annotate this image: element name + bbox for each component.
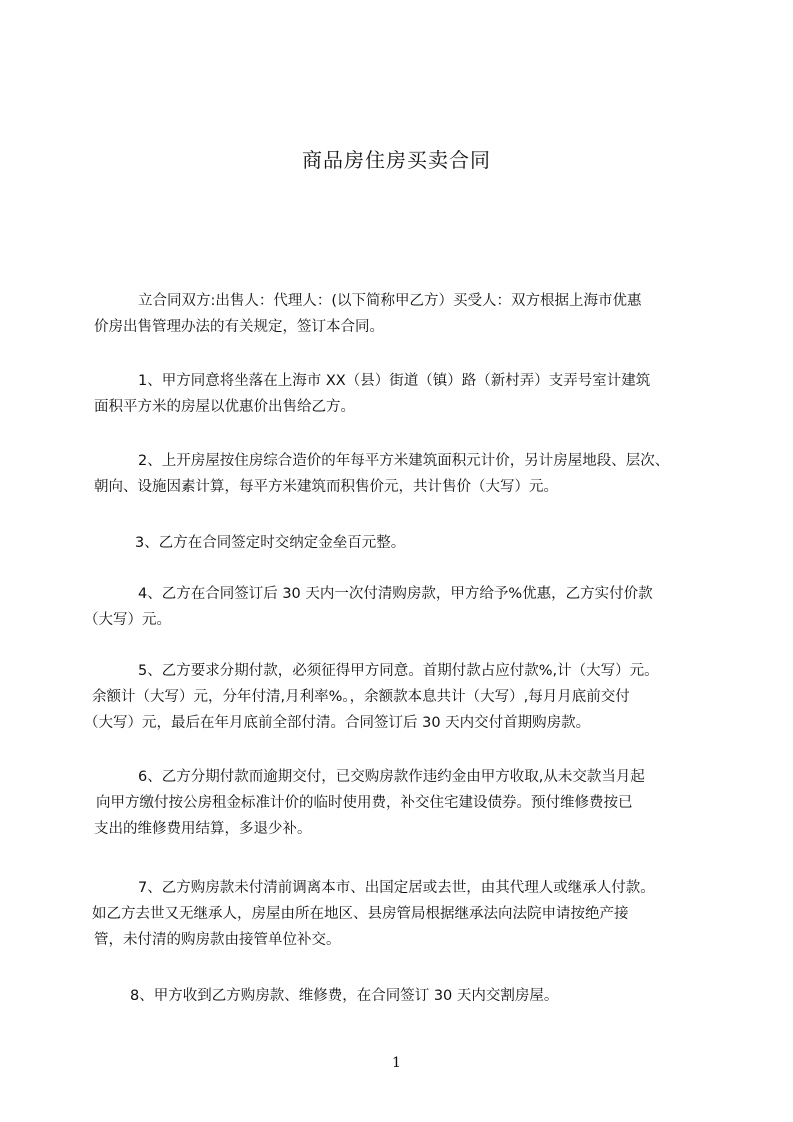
text-line: 如乙方去世又无继承人，房屋由所在地区、县房管局根据继承法向法院申请按绝产接: [92, 906, 629, 922]
paragraph-clause-7: [90, 875, 730, 953]
text-line: 朝向、设施因素计算，每平方米建筑而积售价元，共计售价（大写）元。: [94, 479, 558, 495]
paragraph-clause-6: [90, 764, 730, 842]
paragraph-clause-4: [84, 581, 730, 633]
text-line: 4、乙方在合同签订后 30 天内一次付清购房款，甲方给予%优惠，乙方实付价款: [138, 586, 653, 602]
text-line: 1、甲方同意将坐落在上海市 XX（县）街道（镇）路（新村弄）支弄号室计建筑: [138, 373, 651, 389]
text-line: （大写）元。: [84, 612, 171, 628]
text-line: 2、上开房屋按住房综合造价的年每平方米建筑面积元计价，另计房屋地段、层次、: [138, 453, 670, 469]
text-line: 8、甲方收到乙方购房款、维修费，在合同签订 30 天内交割房屋。: [130, 988, 559, 1004]
text-line: 5、乙方要求分期付款，必须征得甲方同意。首期付款占应付款%,计（大写）元。: [138, 663, 659, 679]
text-line: 价房出售管理办法的有关规定，签订本合同。: [94, 319, 384, 335]
paragraph-clause-2: [90, 448, 730, 500]
page-number: 1: [392, 1055, 401, 1071]
text-line: 向甲方缴付按公房租金标准计价的临时使用费，补交住宅建设债券。预付维修费按已: [96, 795, 633, 811]
paragraph-clause-5: [84, 658, 730, 736]
document-title: 商品房住房买卖合同: [302, 148, 491, 172]
text-line: 6、乙方分期付款而逾期交付，已交购房款作违约金由甲方收取,从未交款当月起: [138, 769, 645, 785]
paragraph-clause-1: [90, 368, 730, 420]
text-line: 7、乙方购房款未付清前调离本市、出国定居或去世，由其代理人或继承人付款。: [138, 880, 655, 896]
text-line: 支出的维修费用结算，多退少补。: [94, 821, 312, 837]
text-line: （大写）元，最后在年月底前全部付清。合同签订后 30 天内交付首期购房款。: [84, 715, 591, 731]
text-line: 面积平方米的房屋以优惠价出售给乙方。: [94, 399, 355, 415]
text-line: 立合同双方:出售人：代理人：(以下简称甲乙方）买受人：双方根据上海市优惠: [138, 293, 642, 309]
text-line: 余额计（大写）元，分年付清,月利率%。，余额款本息共计（大写）,每月月底前交付: [92, 689, 630, 705]
text-line: 3、乙方在合同签定时交纳定金垒百元整。: [135, 535, 406, 551]
paragraph-clause-8: [90, 983, 730, 1009]
paragraph-preamble: [90, 288, 730, 340]
text-line: 管，未付清的购房款由接管单位补交。: [94, 932, 341, 948]
paragraph-clause-3: [90, 530, 730, 556]
